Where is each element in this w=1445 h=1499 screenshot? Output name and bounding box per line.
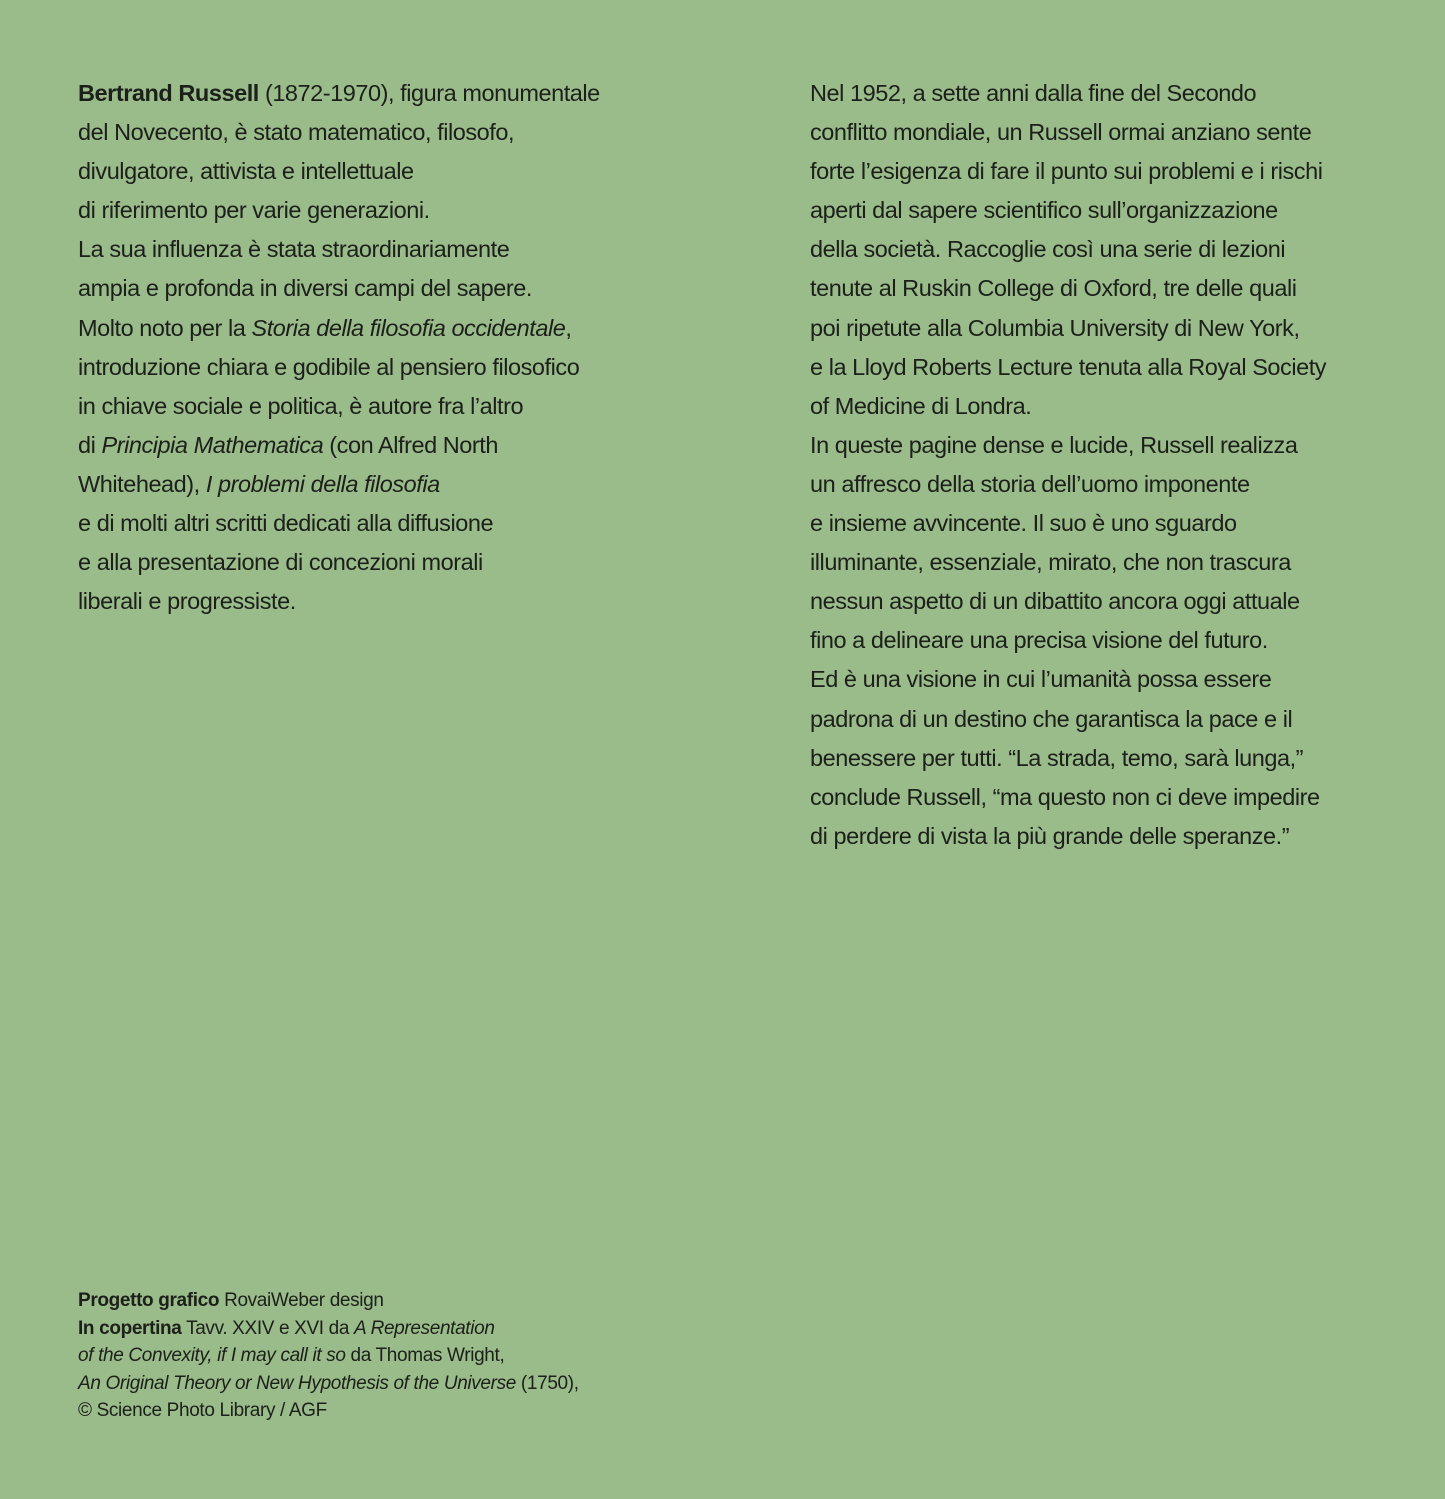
book-description-column-line [810,191,1410,230]
author-bio-column-line [78,387,678,426]
italic-title: of the Convexity, if I may call it so [78,1345,346,1367]
text-run: divulgatore, attivista e intellettuale [78,158,414,185]
italic-title: I problemi della filosofia [205,470,440,497]
book-description-column-line [810,778,1410,817]
author-bio-column-line [78,348,678,387]
italic-title: Storia della filosofia occidentale [251,314,566,341]
text-run: aperti dal sapere scientifico sull’organizzazione [810,197,1278,224]
italic-title: Principia Mathematica [101,431,324,458]
text-run: della società. Raccoglie così una serie di lezioni [810,236,1286,263]
bold-text: Progetto grafico [78,1290,220,1311]
text-run: Nel 1952, a sette anni dalla fine del Secondo [810,80,1257,106]
text-run: fino a delineare una precisa visione del futuro. [810,627,1268,654]
text-run: Tavv. XXIV e XVI da [181,1317,355,1339]
book-description-column-line [810,543,1410,582]
author-bio-column-line [78,230,678,269]
book-description-column-line [810,348,1410,387]
italic-title: A Representation [354,1317,495,1339]
text-run: introduzione chiara e godibile al pensiero filosofico [78,353,580,380]
book-description-column-line [810,387,1410,426]
text-run: In queste pagine dense e lucide, Russell realizza [810,431,1298,458]
text-run: da Thomas Wright, [345,1345,505,1367]
book-description-column-line [810,504,1410,543]
book-description-column-line [810,113,1410,152]
book-description-column-line [810,74,1410,113]
author-bio-column-line [78,191,678,230]
text-run: , [565,314,572,341]
text-run: del Novecento, è stato matematico, filosofo, [78,119,515,146]
book-description-column [810,74,1410,856]
text-run: (1872-1970), figura monumentale [258,80,600,106]
text-run: di perdere di vista la più grande delle speranze.” [810,822,1290,849]
book-description-column-line [810,817,1410,856]
text-run: Whitehead), [78,470,206,497]
text-run: Ed è una visione in cui l’umanità possa essere [810,666,1272,693]
text-run: benessere per tutti. “La strada, temo, sarà lunga,” [810,744,1304,771]
text-run: e di molti altri scritti dedicati alla diffusione [78,510,494,537]
book-description-column-line [810,426,1410,465]
colophon-credits-line [78,1397,579,1425]
text-run: conflitto mondiale, un Russell ormai anziano sente [810,119,1312,146]
book-description-column-line [810,230,1410,269]
book-description-column-line [810,582,1410,621]
bold-text: Bertrand Russell [78,80,259,106]
author-bio-column-line [78,113,678,152]
text-run: of Medicine di Londra. [810,392,1032,419]
text-run: di riferimento per varie generazioni. [78,197,430,224]
author-bio-column-line [78,426,678,465]
text-run: ampia e profonda in diversi campi del sapere. [78,275,532,302]
text-run: in chiave sociale e politica, è autore fra l’altro [78,392,524,419]
author-bio-column-line [78,269,678,308]
colophon-credits-line [78,1315,579,1343]
author-bio-column-line [78,309,678,348]
author-bio-column-line [78,74,678,113]
bold-text: In copertina [78,1317,182,1339]
text-run: nessun aspetto di un dibattito ancora oggi attuale [810,588,1300,615]
colophon-credits-line [78,1370,579,1398]
text-run: © Science Photo Library / AGF [78,1400,327,1422]
author-bio-column-line [78,543,678,582]
text-run: RovaiWeber design [219,1290,384,1311]
book-description-column-line [810,621,1410,660]
author-bio-column [78,74,678,621]
book-description-column-line [810,152,1410,191]
book-description-column-line [810,309,1410,348]
text-run: padrona di un destino che garantisca la pace e il [810,705,1293,732]
colophon-credits-line [78,1287,579,1315]
text-run: liberali e progressiste. [78,588,296,615]
author-bio-column-line [78,504,678,543]
text-run: La sua influenza è stata straordinariamente [78,236,510,263]
book-description-column-line [810,465,1410,504]
text-run: poi ripetute alla Columbia University di New York, [810,314,1300,341]
italic-title: An Original Theory or New Hypothesis of the Universe [78,1372,516,1394]
text-run: forte l’esigenza di fare il punto sui problemi e i rischi [810,158,1323,185]
book-description-column-line [810,269,1410,308]
text-run: conclude Russell, “ma questo non ci deve impedire [810,783,1320,810]
text-run: e alla presentazione di concezioni morali [78,549,483,576]
author-bio-column-line [78,582,678,621]
text-run: un affresco della storia dell’uomo imponente [810,470,1250,497]
text-run: Molto noto per la [78,314,252,341]
text-run: illuminante, essenziale, mirato, che non trascura [810,549,1291,576]
colophon-credits-line [78,1342,579,1370]
book-description-column-line [810,700,1410,739]
text-run: di [78,431,102,458]
book-description-column-line [810,660,1410,699]
book-description-column-line [810,739,1410,778]
text-run: e insieme avvincente. Il suo è uno sguardo [810,510,1237,537]
author-bio-column-line [78,465,678,504]
text-run: (1750), [516,1372,579,1394]
text-run: tenute al Ruskin College di Oxford, tre delle quali [810,275,1297,302]
author-bio-column-line [78,152,678,191]
text-run: (con Alfred North [323,431,498,458]
text-run: e la Lloyd Roberts Lecture tenuta alla Royal Society [810,353,1327,380]
colophon-credits [78,1287,579,1425]
